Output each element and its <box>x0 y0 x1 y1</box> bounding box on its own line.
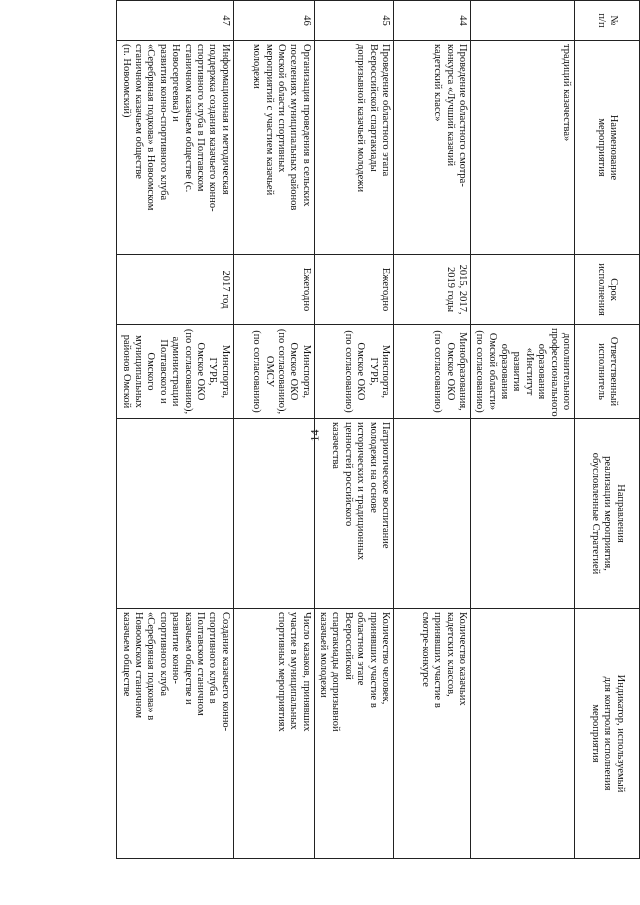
cell-text-line: 2015, 2017, <box>457 264 468 315</box>
cell-text-line: (по согласованию), <box>276 328 287 415</box>
header-indicator <box>575 609 640 859</box>
cell-text-line: Омское ОКО <box>288 342 300 401</box>
cell-text-line: смотре-конкурсе <box>419 612 431 687</box>
cell-term <box>117 255 233 325</box>
cell-text-line: Минспорта, <box>380 344 391 399</box>
cell-text-line: Полтавском станичном <box>195 612 206 716</box>
cell-text-line: Организация проведения в сельских <box>300 44 312 207</box>
cell-text-line: Наименование <box>608 114 620 181</box>
cell-text-line: ГУРБ, <box>367 357 379 386</box>
cell-text-line: Ежегодно <box>300 267 312 312</box>
cell-executor <box>233 325 314 419</box>
cell-text-line: Срок <box>608 278 620 301</box>
cell-text-line: профессионального <box>548 328 560 417</box>
cell-text-line: «Серебряная подкова» в <box>145 612 157 721</box>
cell-num: 44 <box>394 1 471 41</box>
cell-name <box>314 41 393 255</box>
cell-text-line: № <box>608 15 620 26</box>
cell-text-line: Омского <box>145 352 157 391</box>
cell-text-line: Информационная и методическая <box>219 44 231 195</box>
cell-num <box>471 1 575 41</box>
cell-term <box>471 255 575 325</box>
cell-text-line: спортивного клуба в <box>207 612 219 704</box>
cell-text-line: областном этапе <box>355 612 367 686</box>
cell-direction <box>233 419 314 609</box>
events-table-body <box>117 1 640 859</box>
table-row <box>314 1 393 859</box>
cell-text-line: Ответственный <box>608 336 620 407</box>
cell-text-line: казачьем обществе <box>120 612 132 697</box>
cell-text-line: Омское ОКО <box>355 342 367 401</box>
header-num <box>575 1 640 41</box>
cell-executor <box>394 325 471 419</box>
cell-name <box>233 41 314 255</box>
cell-text-line: Патриотическое воспитание <box>380 422 391 549</box>
cell-indicator <box>233 609 314 859</box>
cell-text-line: спортивного клуба <box>157 612 169 697</box>
cell-text-line: исполнитель <box>596 343 607 400</box>
cell-text-line: Омской области» <box>486 332 498 411</box>
cell-text-line: районов Омской <box>120 334 132 409</box>
cell-text-line: ГУРБ, <box>207 357 219 386</box>
header-row <box>575 1 640 859</box>
table-row <box>394 1 471 859</box>
cell-executor <box>117 325 233 419</box>
cell-text-line: исполнения <box>596 263 607 316</box>
cell-text-line: мероприятия <box>596 118 607 177</box>
cell-text-line: ценностей российского <box>342 422 354 527</box>
cell-text-line: образования <box>536 343 548 400</box>
cell-text-line: ОМСУ <box>263 355 275 388</box>
cell-term <box>233 255 314 325</box>
cell-text-line: казачьем обществе и <box>182 612 194 705</box>
cell-term <box>394 255 471 325</box>
header-executor <box>575 325 640 419</box>
cell-text-line: Всероссийской спартакиады <box>367 44 379 172</box>
cell-text-line: станичном казачьем обществе (с. <box>182 44 194 193</box>
cell-term <box>314 255 393 325</box>
cell-text-line: допризывной казачьей молодежи <box>355 44 367 193</box>
cell-text-line: обусловленные Стратегией <box>589 452 601 575</box>
cell-text-line: казачьей молодежи <box>318 612 330 698</box>
cell-text-line: п/п <box>596 13 607 28</box>
cell-text-line: поселениях муниципальных районов <box>288 44 300 211</box>
cell-text-line: участие в муниципальных <box>288 612 300 730</box>
cell-text-line: для контроля исполнения <box>602 676 614 791</box>
cell-text-line: кадетский класс» <box>432 44 444 122</box>
header-term <box>575 255 640 325</box>
cell-text-line: образования <box>499 343 511 400</box>
header-direction <box>575 419 640 609</box>
table-row <box>117 1 233 859</box>
cell-text-line: поддержка создания казачьего конно- <box>207 44 219 212</box>
cell-text-line: принявших участие в <box>367 612 379 708</box>
cell-text-line: принявших участие в <box>432 612 444 708</box>
cell-direction <box>117 419 233 609</box>
cell-text-line: Число казаков, принявших <box>300 612 312 732</box>
cell-text-line: молодежи на основе <box>367 422 379 513</box>
cell-text-line: 2017 год <box>219 270 231 309</box>
cell-text-line: (по согласованию) <box>342 330 354 413</box>
cell-num: 46 <box>233 1 314 41</box>
cell-text-line: молодежи <box>251 44 263 89</box>
cell-text-line: Омской области спортивных <box>276 44 287 173</box>
cell-text-line: Новоомском станичном <box>133 612 145 719</box>
header-name <box>575 41 640 255</box>
cell-text-line: (по согласованию) <box>251 330 263 413</box>
cell-text-line: «Институт <box>523 347 535 396</box>
cell-text-line: Минспорта, <box>300 344 312 399</box>
cell-indicator <box>394 609 471 859</box>
cell-text-line: Минспорта, <box>219 344 231 399</box>
cell-text-line: развитие конно- <box>170 612 182 684</box>
cell-text-line: Индикатор, используемый <box>614 674 626 793</box>
table-row <box>471 1 575 859</box>
cell-text-line: мероприятий с участием казачьей <box>263 44 275 196</box>
cell-text-line: Омское ОКО <box>195 342 206 401</box>
cell-text-line: Минобразования, <box>457 332 468 411</box>
cell-text-line: (п. Новоомский) <box>120 44 132 118</box>
cell-text-line: исторических и традиционных <box>355 422 367 561</box>
cell-text-line: конкурса «Лучший казачий <box>444 44 456 167</box>
table-row <box>233 1 314 859</box>
cell-executor <box>471 325 575 419</box>
cell-text-line: спортивных мероприятиях <box>276 612 287 732</box>
cell-name <box>394 41 471 255</box>
cell-text-line: развития конно-спортивного клуба <box>157 44 169 201</box>
cell-num: 45 <box>314 1 393 41</box>
cell-text-line: спортивного клуба в Полтавском <box>195 44 206 192</box>
cell-direction <box>471 419 575 609</box>
cell-name <box>471 41 575 255</box>
cell-direction <box>314 419 393 609</box>
cell-executor <box>314 325 393 419</box>
cell-text-line: «Серебряная подкова» в Новоомском <box>145 44 157 211</box>
cell-text-line: развития <box>511 351 523 392</box>
cell-text-line: (по согласованию), <box>182 328 194 415</box>
cell-text-line: Новосергеевка) и <box>170 44 182 122</box>
cell-name <box>117 41 233 255</box>
page-number: 14 <box>307 429 322 442</box>
cell-text-line: (по согласованию) <box>432 330 444 413</box>
cell-text-line: станичном казачьем обществе <box>133 44 145 179</box>
cell-text-line: Полтавского и <box>157 339 169 404</box>
cell-indicator <box>117 609 233 859</box>
cell-text-line: традиций казачества» <box>561 44 572 142</box>
cell-text-line: реализации мероприятия, <box>602 456 614 571</box>
cell-text-line: Направления <box>614 484 626 543</box>
cell-text-line: Омское ОКО <box>444 342 456 401</box>
cell-indicator <box>314 609 393 859</box>
cell-text-line: администрации <box>170 336 182 407</box>
cell-text-line: Создание казачьего конно- <box>219 612 231 732</box>
table-rotated-wrapper <box>116 0 640 859</box>
events-table <box>116 0 640 859</box>
cell-text-line: спартакиады допризывной <box>330 612 342 732</box>
cell-text-line: Ежегодно <box>380 267 391 312</box>
cell-text-line: Всероссийской <box>342 612 354 680</box>
cell-text-line: (по согласованию) <box>474 330 486 413</box>
cell-text-line: 2019 годы <box>444 266 456 312</box>
cell-text-line: Проведение областного смотра- <box>457 44 468 187</box>
cell-text-line: Количество казачьих <box>457 612 468 706</box>
cell-text-line: Количество человек, <box>380 612 391 705</box>
cell-indicator <box>471 609 575 859</box>
cell-text-line: Проведение областного этапа <box>380 44 391 177</box>
cell-text-line: кадетских классов, <box>444 612 456 697</box>
cell-text-line: муниципальных <box>133 335 145 408</box>
cell-text-line: дополнительного <box>561 332 572 411</box>
cell-direction <box>394 419 471 609</box>
cell-text-line: казачества <box>330 422 342 469</box>
cell-text-line: мероприятия <box>589 704 601 763</box>
cell-num: 47 <box>117 1 233 41</box>
